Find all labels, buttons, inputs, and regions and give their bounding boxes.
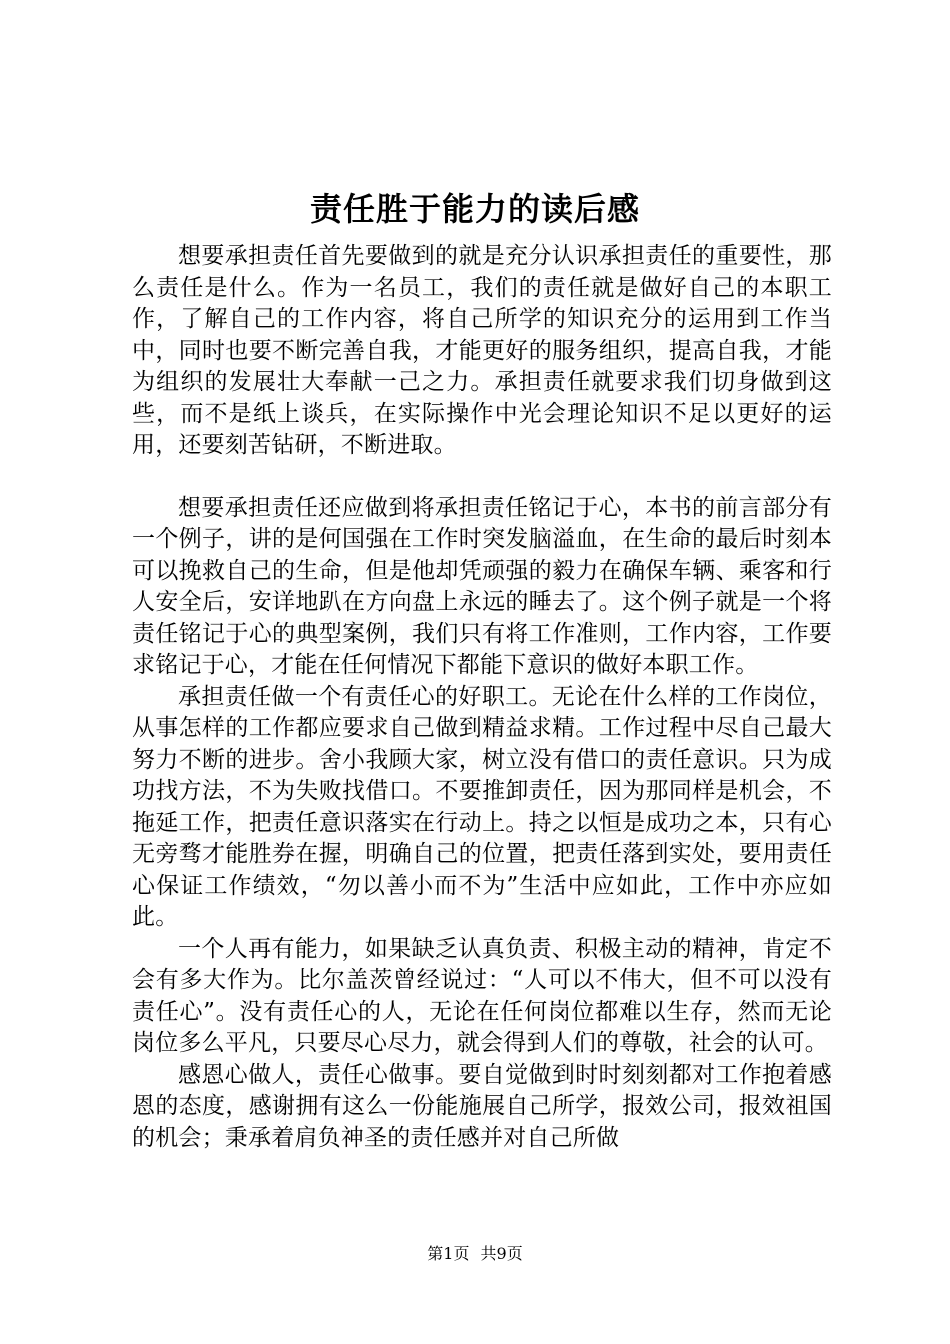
paragraph-2: 想要承担责任还应做到将承担责任铭记于心，本书的前言部分有一个例子，讲的是何国强在工作时突发脑溢血，在生命的最后时刻本可以挽救自己的生命，但是他却凭顽强的毅力在确保车辆、乘客和行人安全后，安详地趴在方向盘上永远的睡去了。这个例子就是一个将责任铭记于心的典型案例，我们只有将工作准则，工作内容，工作要求铭记于心，才能在任何情况下都能下意识的做好本职工作。 xyxy=(132,494,832,678)
paragraph-5: 感恩心做人，责任心做事。要自觉做到时时刻刻都对工作抱着感恩的态度，感谢拥有这么一份能施展自己所学，报效公司，报效祖国的机会；秉承着肩负神圣的责任感并对自己所做 xyxy=(132,1061,832,1151)
paragraph-4: 一个人再有能力，如果缺乏认真负责、积极主动的精神，肯定不会有多大作为。比尔盖茨曾经说过：“人可以不伟大，但不可以没有责任心”。没有责任心的人，无论在任何岗位都难以生存，然而无论岗位多么平凡，只要尽心尽力，就会得到人们的尊敬，社会的认可。 xyxy=(132,935,832,1056)
document-body xyxy=(132,241,832,1154)
paragraph-1: 想要承担责任首先要做到的就是充分认识承担责任的重要性，那么责任是什么。作为一名员工，我们的责任就是做好自己的本职工作，了解自己的工作内容，将自己所学的知识充分的运用到工作当中，同时也要不断完善自我，才能更好的服务组织，提高自我，才能为组织的发展壮大奉献一己之力。承担责任就要求我们切身做到这些，而不是纸上谈兵，在实际操作中光会理论知识不足以更好的运用，还要刻苦钻研，不断进取。 xyxy=(132,243,832,458)
page-number-footer: 第1页 共9页 xyxy=(427,1244,523,1263)
paragraph-3: 承担责任做一个有责任心的好职工。无论在什么样的工作岗位，从事怎样的工作都应要求自己做到精益求精。工作过程中尽自己最大努力不断的进步。舍小我顾大家，树立没有借口的责任意识。只为成功找方法，不为失败找借口。不要推卸责任，因为那同样是机会，不拖延工作，把责任意识落实在行动上。持之以恒是成功之本，只有心无旁骛才能胜券在握，明确自己的位置，把责任落到实处，要用责任心保证工作绩效，“勿以善小而不为”生活中应如此，工作中亦应如此。 xyxy=(132,683,832,930)
document-title: 责任胜于能力的读后感 xyxy=(309,190,640,228)
